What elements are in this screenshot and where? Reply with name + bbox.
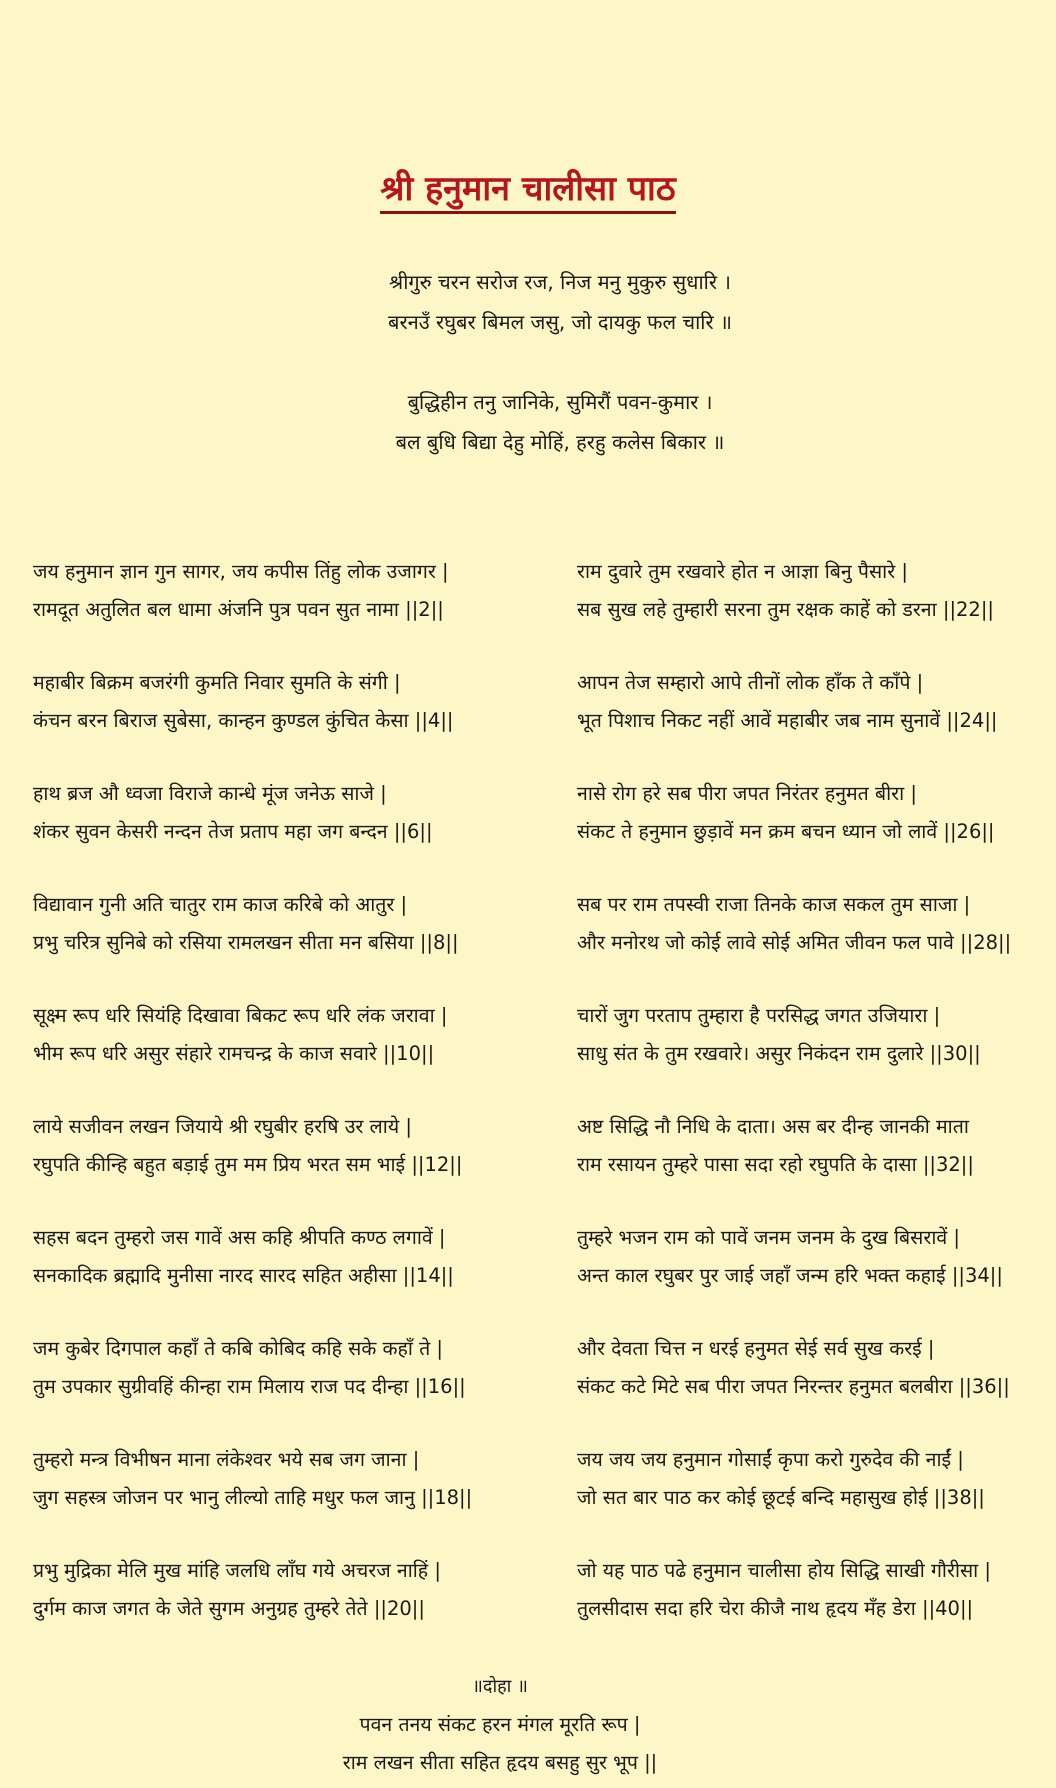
verse-line: हाथ ब्रज औ ध्वजा विराजे कान्धे मूंज जनेऊ साजे | — [33, 782, 387, 805]
intro-line: श्रीगुरु चरन सरोज रज, निज मनु मुकुरु सुधारि । — [389, 270, 731, 294]
verse-line: सूक्ष्म रूप धरि सियंहि दिखावा बिकट रूप धरि लंक जरावा | — [33, 1004, 448, 1027]
intro-line: बल बुधि बिद्या देहु मोहिं, हरहु कलेस बिकार ॥ — [395, 430, 725, 454]
verse-stanza — [577, 1219, 1052, 1330]
verse-stanza — [577, 997, 1052, 1108]
intro-couplet-1 — [0, 262, 1056, 342]
verse-line: जय हनुमान ज्ञान गुन सागर, जय कपीस तिंहु लोक उजागर | — [33, 560, 449, 583]
verse-line: दुर्गम काज जगत के जेते सुगम अनुग्रह तुम्हरे तेते ||20|| — [33, 1597, 425, 1620]
verse-line: आपन तेज सम्हारो आपे तीनों लोक हाँक ते काँपे | — [577, 671, 924, 694]
verse-line: जो यह पाठ पढे हनुमान चालीसा होय सिद्धि साखी गौरीसा | — [577, 1559, 991, 1582]
verse-stanza — [33, 664, 533, 775]
verse-stanza — [33, 1108, 533, 1219]
doha-section — [0, 1668, 1000, 1782]
verse-stanza — [577, 1330, 1052, 1441]
verse-line: सब सुख लहे तुम्हारी सरना तुम रक्षक काहें को डरना ||22|| — [577, 598, 994, 621]
verse-stanza — [577, 775, 1052, 886]
page-title — [0, 165, 1056, 213]
verse-line: तुलसीदास सदा हरि चेरा कीजै नाथ हृदय मँह डेरा ||40|| — [577, 1597, 974, 1620]
verse-line: सहस बदन तुम्हरो जस गावें अस कहि श्रीपति कण्ठ लगावें | — [33, 1226, 446, 1249]
verse-line: जो सत बार पाठ कर कोई छूटई बन्दि महासुख होई ||38|| — [577, 1486, 985, 1509]
verse-line: सब पर राम तपस्वी राजा तिनके काज सकल तुम साजा | — [577, 893, 971, 916]
doha-heading: ॥दोहा ॥ — [472, 1676, 528, 1697]
verse-line: संकट ते हनुमान छुड़ावें मन क्रम बचन ध्यान जो लावें ||26|| — [577, 820, 995, 843]
verse-line: रामदूत अतुलित बल धामा अंजनि पुत्र पवन सुत नामा ||2|| — [33, 598, 444, 621]
verses-right-column — [577, 553, 1052, 1663]
verse-line: भूत पिशाच निकट नहीं आवें महाबीर जब नाम सुनावें ||24|| — [577, 709, 998, 732]
doha-line: पवन तनय संकट हरन मंगल मूरति रूप | — [359, 1713, 641, 1736]
verse-line: अष्ट सिद्धि नौ निधि के दाता। अस बर दीन्ह जानकी माता — [577, 1115, 969, 1138]
verse-stanza — [33, 1552, 533, 1663]
intro-line: बुद्धिहीन तनु जानिके, सुमिरौं पवन-कुमार । — [407, 390, 713, 414]
verse-line: शंकर सुवन केसरी नन्दन तेज प्रताप महा जग बन्दन ||6|| — [33, 820, 433, 843]
verse-line: चारों जुग परताप तुम्हारा है परसिद्ध जगत उजियारा | — [577, 1004, 941, 1027]
verse-line: राम रसायन तुम्हरे पासा सदा रहो रघुपति के दासा ||32|| — [577, 1153, 974, 1176]
verse-stanza — [577, 664, 1052, 775]
verse-line: तुम्हरो मन्त्र विभीषन माना लंकेश्वर भये सब जग जाना | — [33, 1448, 420, 1471]
verse-line: लाये सजीवन लखन जियाये श्री रघुबीर हरषि उर लाये | — [33, 1115, 412, 1138]
page-title-text: श्री हनुमान चालीसा पाठ — [380, 169, 675, 214]
verse-stanza — [577, 1108, 1052, 1219]
verse-line: और देवता चित्त न धरई हनुमत सेई सर्व सुख करई | — [577, 1337, 935, 1360]
verse-line: महाबीर बिक्रम बजरंगी कुमति निवार सुमति के संगी | — [33, 671, 401, 694]
verse-line: रघुपति कीन्हि बहुत बड़ाई तुम मम प्रिय भरत सम भाई ||12|| — [33, 1153, 463, 1176]
doha-line: राम लखन सीता सहित हृदय बसहु सुर भूप || — [342, 1751, 658, 1774]
verse-line: सनकादिक ब्रह्मादि मुनीसा नारद सारद सहित अहीसा ||14|| — [33, 1264, 454, 1287]
verse-line: जय जय जय हनुमान गोसाईं कृपा करो गुरुदेव की नाईं | — [577, 1448, 964, 1471]
verse-stanza — [577, 886, 1052, 997]
verse-line: जम कुबेर दिगपाल कहाँ ते कबि कोबिद कहि सके कहाँ ते | — [33, 1337, 443, 1360]
verse-line: राम दुवारे तुम रखवारे होत न आज्ञा बिनु पैसारे | — [577, 560, 908, 583]
verse-stanza — [577, 1441, 1052, 1552]
intro-line: बरनउँ रघुबर बिमल जसु, जो दायकु फल चारि ॥ — [388, 310, 732, 334]
verse-line: नासे रोग हरे सब पीरा जपत निरंतर हनुमत बीरा | — [577, 782, 917, 805]
verse-stanza — [33, 1219, 533, 1330]
verse-line: संकट कटे मिटे सब पीरा जपत निरन्तर हनुमत बलबीरा ||36|| — [577, 1375, 1010, 1398]
verse-line: अन्त काल रघुबर पुर जाई जहाँ जन्म हरि भक्त कहाई ||34|| — [577, 1264, 1003, 1287]
verse-stanza — [33, 553, 533, 664]
verse-line: विद्यावान गुनी अति चातुर राम काज करिबे को आतुर | — [33, 893, 408, 916]
verse-stanza — [33, 1330, 533, 1441]
verse-stanza — [33, 775, 533, 886]
verse-line: तुम्हरे भजन राम को पावें जनम जनम के दुख बिसरावें | — [577, 1226, 960, 1249]
verse-stanza — [33, 1441, 533, 1552]
verse-line: भीम रूप धरि असुर संहारे रामचन्द्र के काज सवारे ||10|| — [33, 1042, 435, 1065]
intro-couplet-2 — [0, 382, 1056, 462]
verse-line: प्रभु मुद्रिका मेलि मुख मांहि जलधि लाँघ गये अचरज नाहिं | — [33, 1559, 441, 1582]
verse-line: कंचन बरन बिराज सुबेसा, कान्हन कुण्डल कुंचित केसा ||4|| — [33, 709, 454, 732]
verse-stanza — [33, 997, 533, 1108]
verse-stanza — [577, 553, 1052, 664]
verse-line: जुग सहस्त्र जोजन पर भानु लील्यो ताहि मधुर फल जानु ||18|| — [33, 1486, 473, 1509]
verse-line: तुम उपकार सुग्रीवहिं कीन्हा राम मिलाय राज पद दीन्हा ||16|| — [33, 1375, 466, 1398]
verse-line: साधु संत के तुम रखवारे। असुर निकंदन राम दुलारे ||30|| — [577, 1042, 981, 1065]
verse-line: प्रभु चरित्र सुनिबे को रसिया रामलखन सीता मन बसिया ||8|| — [33, 931, 459, 954]
verse-stanza — [33, 886, 533, 997]
verses-left-column — [33, 553, 533, 1663]
verse-stanza — [577, 1552, 1052, 1663]
verse-line: और मनोरथ जो कोई लावे सोई अमित जीवन फल पावे ||28|| — [577, 931, 1012, 954]
